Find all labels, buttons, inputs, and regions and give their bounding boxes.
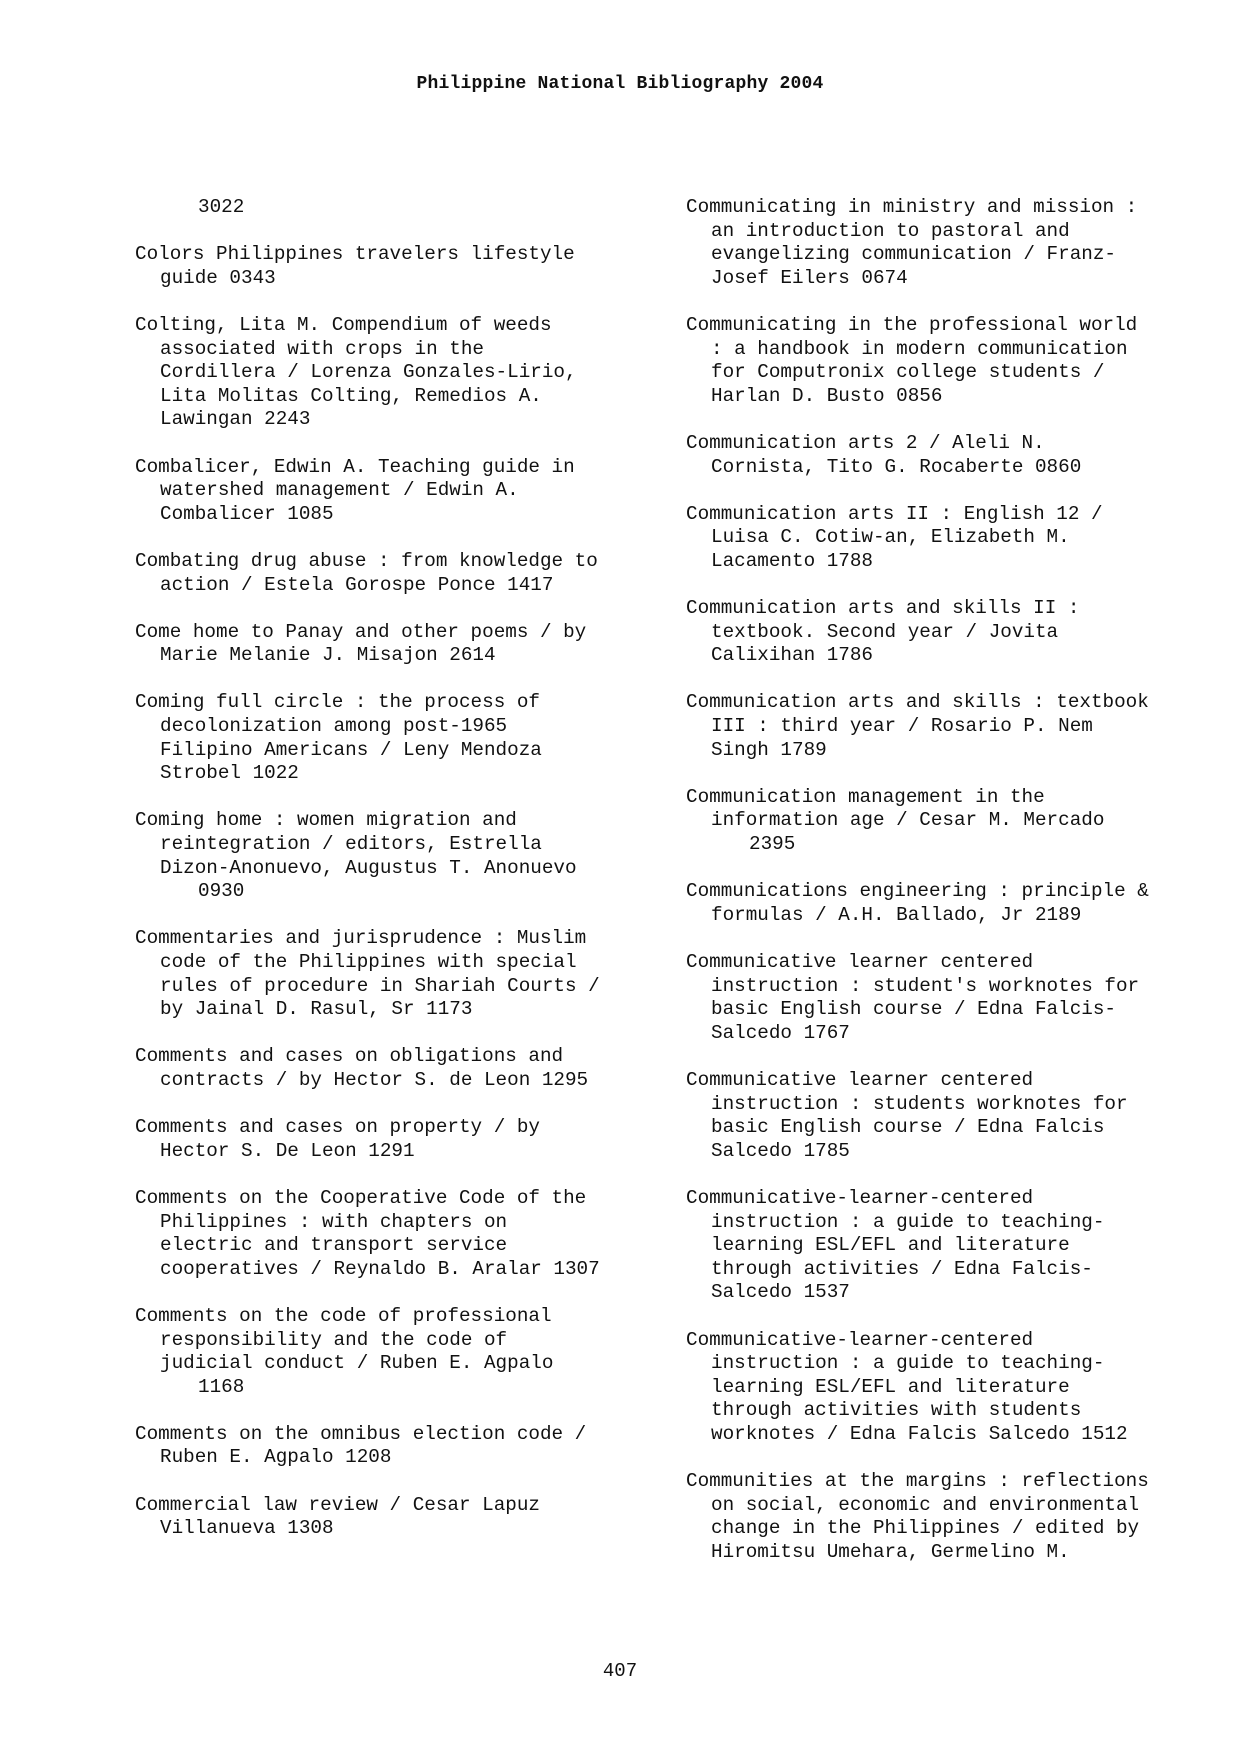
- entry-line: III : third year / Rosario P. Nem: [711, 715, 1093, 738]
- right-column: [686, 196, 1206, 1588]
- entry-line: Communicating in ministry and mission :: [686, 196, 1138, 218]
- bibliography-entry: [135, 1494, 655, 1541]
- entry-line: textbook. Second year / Jovita: [711, 620, 1059, 643]
- entry-line: an introduction to pastoral and: [711, 219, 1070, 242]
- entry-line: Philippines : with chapters on: [160, 1210, 508, 1233]
- entry-line: Hector S. De Leon 1291: [160, 1139, 415, 1162]
- entry-line: Villanueva 1308: [160, 1517, 334, 1540]
- entry-line: Communication arts and skills : textbook: [686, 691, 1149, 714]
- entry-line: information age / Cesar M. Mercado: [711, 809, 1105, 832]
- entry-line: decolonization among post-1965: [160, 715, 508, 738]
- entry-line: Communication arts and skills II :: [686, 597, 1080, 620]
- entry-line: Marie Melanie J. Misajon 2614: [160, 644, 496, 667]
- bibliography-entry: [686, 880, 1206, 927]
- page-number: 407: [602, 1660, 638, 1682]
- entry-line: action / Estela Gorospe Ponce 1417: [160, 573, 554, 596]
- entry-line: Harlan D. Busto 0856: [711, 384, 943, 407]
- bibliography-entry: [135, 314, 655, 432]
- entry-line: through activities with students: [711, 1399, 1082, 1422]
- entry-line: Comments on the code of professional: [135, 1304, 552, 1327]
- entry-line: Colors Philippines travelers lifestyle: [135, 243, 575, 266]
- entry-line: Coming home : women migration and: [135, 809, 517, 832]
- entry-line: Colting, Lita M. Compendium of weeds: [135, 313, 552, 336]
- bibliography-entry: [686, 951, 1206, 1045]
- entry-line: Communities at the margins : reflections: [686, 1470, 1149, 1493]
- entry-line: Comments on the Cooperative Code of the: [135, 1186, 587, 1209]
- entry-line: Communicative learner centered: [686, 1068, 1034, 1091]
- entry-line: Combalicer, Edwin A. Teaching guide in: [135, 455, 575, 478]
- entry-line: Strobel 1022: [160, 762, 299, 785]
- bibliography-entry: [686, 1069, 1206, 1163]
- entry-line: Salcedo 1537: [711, 1281, 850, 1304]
- entry-line: 3022: [198, 196, 245, 218]
- entry-line: Coming full circle : the process of: [135, 691, 540, 714]
- bibliography-entry: [135, 809, 655, 903]
- entry-line: evangelizing communication / Franz-: [711, 243, 1116, 266]
- entry-line: Comments and cases on obligations and: [135, 1045, 564, 1068]
- entry-line: Communication arts 2 / Aleli N.: [686, 431, 1045, 454]
- entry-line: contracts / by Hector S. de Leon 1295: [160, 1068, 589, 1091]
- bibliography-entry: [135, 456, 655, 527]
- bibliography-entry: [686, 1470, 1206, 1564]
- bibliography-entry: [135, 1305, 655, 1399]
- bibliography-entry: [135, 1045, 655, 1092]
- entry-line: through activities / Edna Falcis-: [711, 1257, 1093, 1280]
- left-column: [135, 196, 655, 1564]
- entry-line: associated with crops in the: [160, 337, 484, 360]
- bibliography-entry: [135, 691, 655, 785]
- bibliography-entry: [686, 503, 1206, 574]
- bibliography-entry: [686, 597, 1206, 668]
- entry-line: on social, economic and environmental: [711, 1493, 1140, 1516]
- entry-line: rules of procedure in Shariah Courts /: [160, 974, 600, 997]
- entry-line: Luisa C. Cotiw-an, Elizabeth M.: [711, 526, 1070, 549]
- entry-line: code of the Philippines with special: [160, 951, 577, 973]
- entry-line: 0930: [198, 880, 245, 903]
- entry-line: Cordillera / Lorenza Gonzales-Lirio,: [160, 361, 577, 384]
- entry-line: basic English course / Edna Falcis: [711, 1116, 1105, 1139]
- bibliography-entry: [686, 1329, 1206, 1447]
- entry-line: responsibility and the code of: [160, 1328, 508, 1351]
- bibliography-entry: [135, 550, 655, 597]
- bibliography-entry: [686, 1187, 1206, 1305]
- bibliography-entry: [686, 691, 1206, 762]
- entry-line: Combating drug abuse : from knowledge to: [135, 549, 598, 572]
- entry-line: by Jainal D. Rasul, Sr 1173: [160, 998, 473, 1021]
- entry-line: Come home to Panay and other poems / by: [135, 620, 587, 643]
- entry-line: for Computronix college students /: [711, 361, 1105, 384]
- entry-line: cooperatives / Reynaldo B. Aralar 1307: [160, 1257, 600, 1280]
- entry-line: Calixihan 1786: [711, 644, 873, 667]
- bibliography-entry: [135, 621, 655, 668]
- bibliography-entry: [135, 243, 655, 290]
- entry-line: Communications engineering : principle &: [686, 880, 1149, 903]
- entry-line: 1168: [198, 1375, 245, 1398]
- entry-line: Communicative-learner-centered: [686, 1328, 1034, 1351]
- bibliography-entry: [686, 786, 1206, 857]
- bibliography-entry: [135, 1116, 655, 1163]
- entry-line: Communicative learner centered: [686, 951, 1034, 973]
- bibliography-entry: [135, 927, 655, 1021]
- entry-line: : a handbook in modern communication: [711, 337, 1128, 360]
- entry-line: Lawingan 2243: [160, 408, 311, 431]
- entry-line: Communication arts II : English 12 /: [686, 502, 1103, 525]
- entry-line: Singh 1789: [711, 738, 827, 761]
- bibliography-entry: [135, 196, 655, 220]
- entry-line: Filipino Americans / Leny Mendoza: [160, 738, 542, 761]
- entry-line: instruction : students worknotes for: [711, 1092, 1128, 1115]
- page-title: Philippine National Bibliography 2004: [416, 74, 824, 94]
- entry-line: Hiromitsu Umehara, Germelino M.: [711, 1540, 1070, 1563]
- entry-line: Commentaries and jurisprudence : Muslim: [135, 927, 587, 950]
- entry-line: instruction : student's worknotes for: [711, 974, 1140, 997]
- entry-line: Ruben E. Agpalo 1208: [160, 1446, 392, 1469]
- bibliography-entry: [686, 196, 1206, 290]
- entry-line: electric and transport service: [160, 1234, 508, 1257]
- bibliography-entry: [135, 1187, 655, 1281]
- entry-line: Lacamento 1788: [711, 549, 873, 572]
- entry-line: Communicating in the professional world: [686, 313, 1138, 336]
- bibliography-entry: [135, 1423, 655, 1470]
- entry-line: Commercial law review / Cesar Lapuz: [135, 1493, 540, 1516]
- entry-line: judicial conduct / Ruben E. Agpalo: [160, 1352, 554, 1375]
- entry-line: learning ESL/EFL and literature: [711, 1234, 1070, 1257]
- entry-line: formulas / A.H. Ballado, Jr 2189: [711, 903, 1082, 926]
- entry-line: learning ESL/EFL and literature: [711, 1375, 1070, 1398]
- entry-line: Lita Molitas Colting, Remedios A.: [160, 384, 542, 407]
- entry-line: worknotes / Edna Falcis Salcedo 1512: [711, 1422, 1128, 1445]
- entry-line: change in the Philippines / edited by: [711, 1517, 1140, 1540]
- entry-line: Dizon-Anonuevo, Augustus T. Anonuevo: [160, 856, 577, 879]
- bibliography-entry: [686, 432, 1206, 479]
- entry-line: Cornista, Tito G. Rocaberte 0860: [711, 455, 1082, 478]
- entry-line: basic English course / Edna Falcis-: [711, 998, 1116, 1021]
- entry-line: Communication management in the: [686, 785, 1045, 808]
- entry-line: Josef Eilers 0674: [711, 266, 908, 289]
- entry-line: Salcedo 1785: [711, 1139, 850, 1162]
- entry-line: 2395: [749, 833, 796, 856]
- entry-line: instruction : a guide to teaching-: [711, 1210, 1105, 1233]
- entry-line: watershed management / Edwin A.: [160, 479, 519, 502]
- entry-line: reintegration / editors, Estrella: [160, 833, 542, 856]
- entry-line: Communicative-learner-centered: [686, 1186, 1034, 1209]
- entry-line: Comments and cases on property / by: [135, 1116, 540, 1139]
- entry-line: Salcedo 1767: [711, 1021, 850, 1044]
- bibliography-entry: [686, 314, 1206, 408]
- entry-line: Combalicer 1085: [160, 502, 334, 525]
- entry-line: guide 0343: [160, 266, 276, 289]
- entry-line: Comments on the omnibus election code /: [135, 1422, 587, 1445]
- entry-line: instruction : a guide to teaching-: [711, 1352, 1105, 1375]
